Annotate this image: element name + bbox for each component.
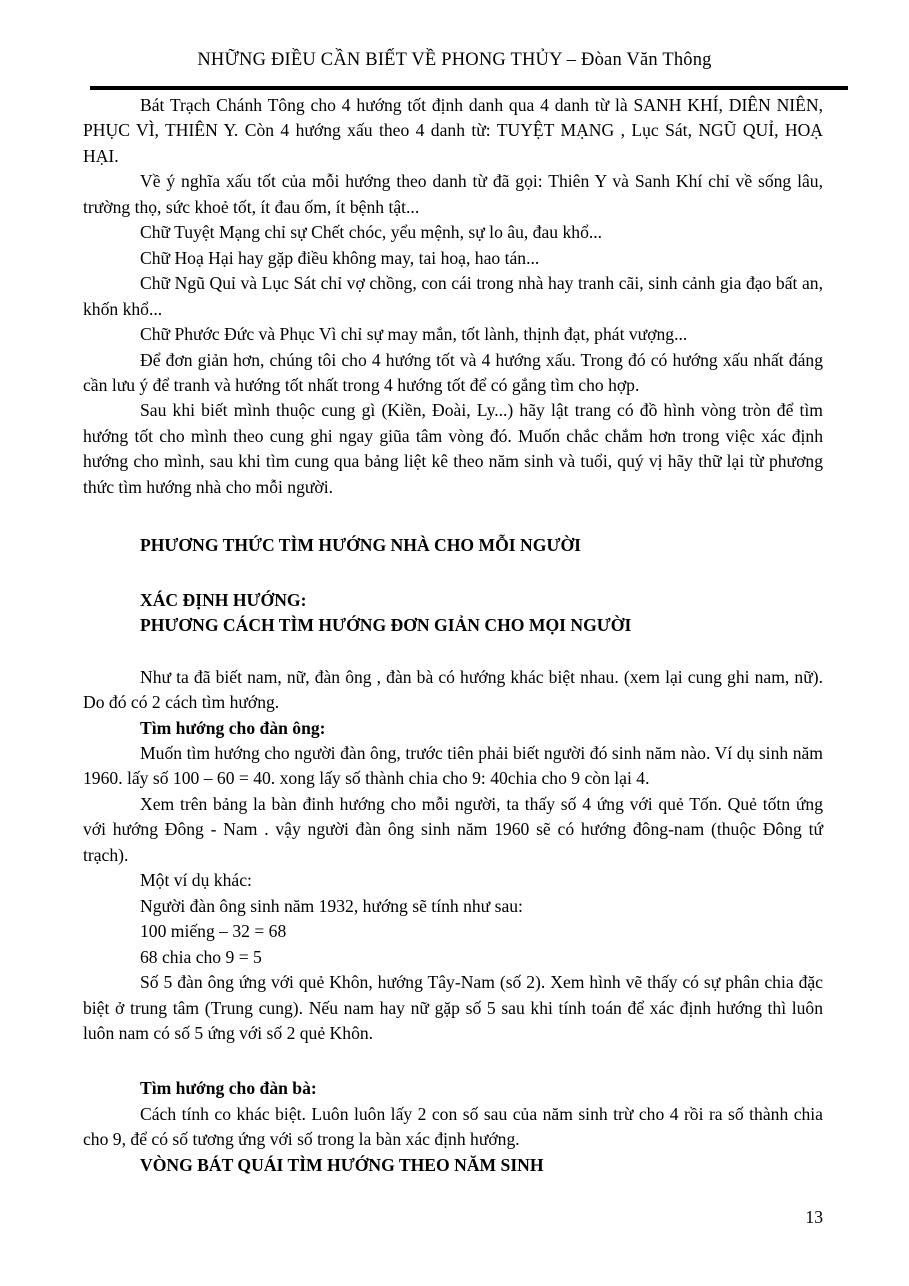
section-heading: XÁC ĐỊNH HƯỚNG: [140, 589, 307, 610]
running-header-title: NHỮNG ĐIỀU CẦN BIẾT VỀ PHONG THỦY – Đòan Văn Thông [197, 50, 712, 70]
sub-heading: Tìm hướng cho đàn bà: [140, 1078, 317, 1099]
formula-line: 100 miếng – 32 = 68 [140, 921, 287, 942]
paragraph: Để đơn giản hơn, chúng tôi cho 4 hướng tốt và 4 hướng xấu. Trong đó có hướng xấu nhất đáng cần lưu ý để tranh và hướng tốt nhất trong 4 hướng tốt để có gắng tìm cho hợp. [83, 349, 823, 395]
paragraph: Chữ Tuyệt Mạng chỉ sự Chết chóc, yểu mệnh, sự lo âu, đau khổ... [140, 222, 603, 243]
paragraph: Chữ Phước Đức và Phục Vì chỉ sự may mắn, tốt lành, thịnh đạt, phát vượng... [140, 324, 688, 345]
header-divider [90, 86, 848, 90]
paragraph: Cách tính co khác biệt. Luôn luôn lấy 2 con số sau của năm sinh trừ cho 4 rồi ra số thành chia cho 9, để có số tương ứng với số trong la bàn xác định hướng. [83, 1103, 823, 1150]
paragraph: Số 5 đàn ông ứng với quẻ Khôn, hướng Tây-Nam (số 2). Xem hình vẽ thấy có sự phân chia đặc biệt ở trung tâm (Trung cung). Nếu nam hay nữ gặp số 5 sau khi tính toán để xác định hướng thì luôn luôn nam có số 5 ứng với số 2 quẻ Khôn. [83, 972, 823, 1043]
paragraph: Người đàn ông sinh năm 1932, hướng sẽ tính như sau: [140, 895, 523, 916]
paragraph: Sau khi biết mình thuộc cung gì (Kiền, Đoài, Ly...) hãy lật trang có đồ hình vòng tròn để tìm hướng tốt cho mình theo cung ghi ngay giũa tâm vòng đó. Muốn chắc chắm hơn trong việc xác định hướng cho mình, sau khi tìm cung qua bảng liệt kê theo năm sinh và tuổi, quý vị hãy thữ lại từ phương thức tìm hướng nhà cho mỗi người. [83, 400, 823, 497]
section-heading: PHƯƠNG CÁCH TÌM HƯỚNG ĐƠN GIẢN CHO MỌI NGƯỜI [140, 615, 632, 636]
formula-line: 68 chia cho 9 = 5 [140, 946, 262, 967]
paragraph: Xem trên bảng la bàn đinh hướng cho mỗi người, ta thấy số 4 ứng với quẻ Tốn. Quẻ tốtn ứng với hướng Đông - Nam . vậy người đàn ông sinh năm 1960 sẽ có hướng đông-nam (thuộc Đông tứ trạch). [83, 793, 823, 865]
paragraph: Chữ Ngũ Quỉ và Lục Sát chỉ vợ chồng, con cái trong nhà hay tranh cãi, sinh cảnh gia đạo bất an, khốn khổ... [83, 273, 823, 319]
paragraph: Một ví dụ khác: [140, 870, 252, 891]
section-heading: PHƯƠNG THỨC TÌM HƯỚNG NHÀ CHO MỖI NGƯỜI [140, 535, 581, 556]
paragraph: Về ý nghĩa xấu tốt của mỗi hướng theo danh từ đã gọi: Thiên Y và Sanh Khí chỉ về sống lâu, trường thọ, sức khoẻ tốt, ít đau ốm, ít bệnh tật... [83, 171, 823, 217]
page-body [0, 93, 909, 1178]
section-heading: VÒNG BÁT QUÁI TÌM HƯỚNG THEO NĂM SINH [140, 1154, 544, 1175]
page-number: 13 [805, 1207, 823, 1227]
paragraph: Bát Trạch Chánh Tông cho 4 hướng tốt định danh qua 4 danh từ là SANH KHÍ, DIÊN NIÊN, PHỤC VÌ, THIÊN Y. Còn 4 hướng xấu theo 4 danh từ: TUYỆT MẠNG , Lục Sát, NGŨ QUỈ, HOẠ HẠI. [83, 95, 823, 166]
paragraph: Như ta đã biết nam, nữ, đàn ông , đàn bà có hướng khác biệt nhau. (xem lại cung ghi nam, nữ). Do đó có 2 cách tìm hướng. [83, 666, 823, 713]
paragraph: Chữ Hoạ Hại hay gặp điều không may, tai hoạ, hao tán... [140, 247, 540, 268]
paragraph: Muốn tìm hướng cho người đàn ông, trước tiên phải biết người đó sinh năm nào. Ví dụ sinh năm 1960. lấy số 100 – 60 = 40. xong lấy số thành chia cho 9: 40chia cho 9 còn lại 4. [83, 742, 823, 789]
sub-heading: Tìm hướng cho đàn ông: [140, 717, 326, 738]
